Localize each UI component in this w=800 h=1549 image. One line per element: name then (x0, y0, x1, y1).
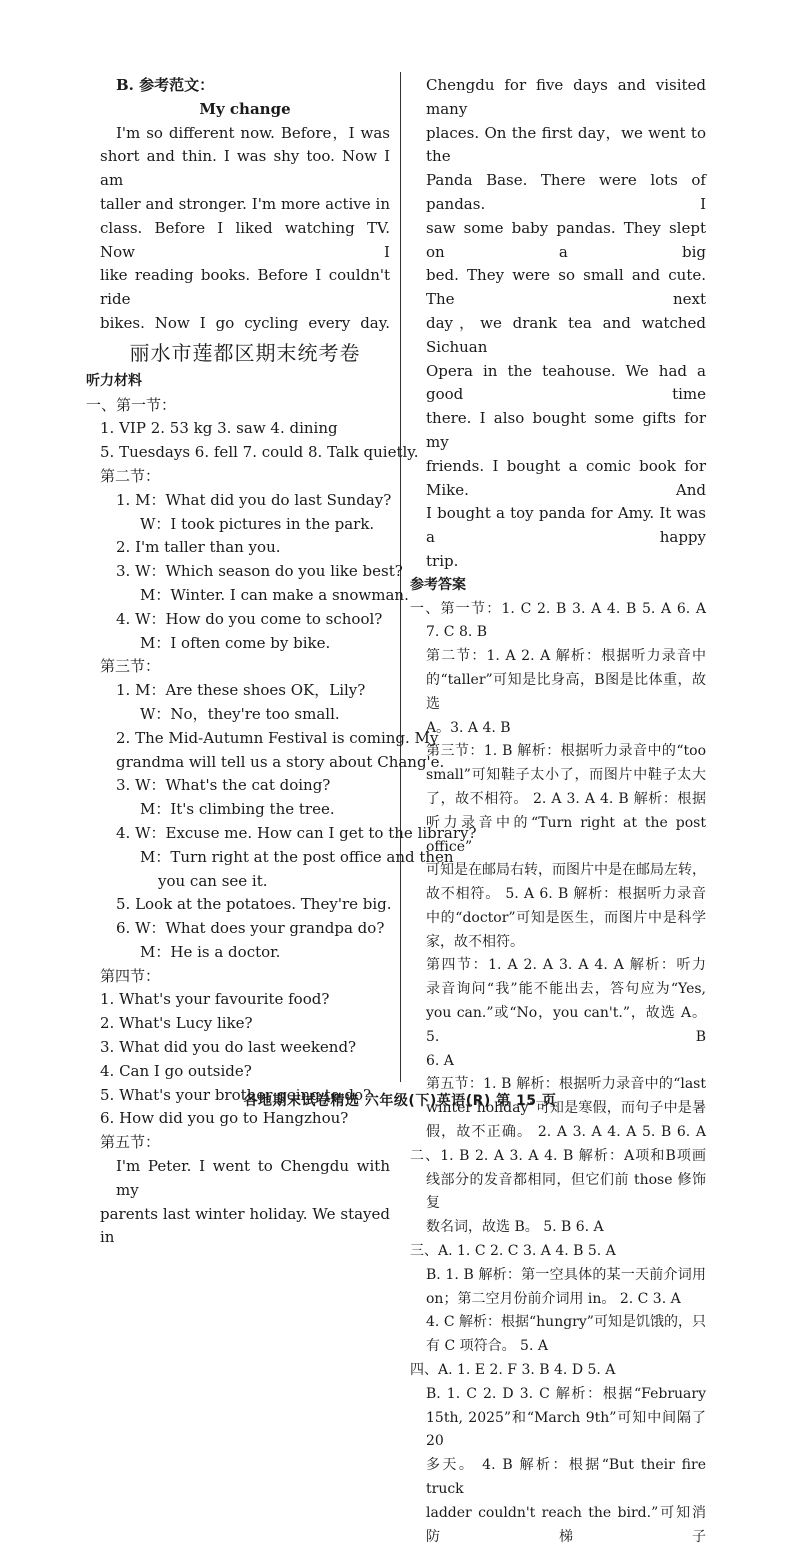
answer-key-line: winter holiday”可知是寒假，而句子中是暑 (426, 1100, 706, 1117)
story-line: Chengdu for five days and visited many (426, 76, 706, 118)
dialogue-line: M：It's climbing the tree. (140, 800, 335, 819)
story-line: I bought a toy panda for Amy. It was a happy (426, 504, 706, 547)
dialogue-line: M：He is a doctor. (140, 942, 281, 961)
answer-key-line: 第四节：1. A 2. A 3. A 4. A 解析：听力 (426, 957, 706, 974)
dialogue-line: 2. I'm taller than you. (116, 538, 281, 557)
answer-key-line: B. 1. B 解析：第一空具体的某一天前介词用 (426, 1266, 706, 1283)
dialogue-line: 3. W：What's the cat doing? (116, 776, 331, 795)
answer-key (410, 598, 706, 1549)
answer-key-line: 家，故不相符。 (426, 933, 524, 950)
answer-key-line: A。3. A 4. B (426, 719, 511, 736)
answer-key-line: 一、第一节：1. C 2. B 3. A 4. B 5. A 6. A (410, 600, 706, 617)
dialogue-line: M：Turn right at the post office and then (140, 847, 454, 866)
answer-key-line: 有 C 项符合。 5. A (426, 1338, 548, 1355)
dialogue-line: W：No，they're too small. (140, 704, 340, 723)
page-footer: 各地期末试卷精选 六年级(下)英语(R) 第 15 页 (243, 1093, 557, 1109)
dialogue-line: M：Winter. I can make a snowman. (140, 585, 409, 604)
dialogue-line: 6. W：What does your grandpa do? (116, 919, 385, 938)
answer-line: 1. VIP 2. 53 kg 3. saw 4. dining (100, 419, 338, 438)
part3-heading: 第三节： (100, 657, 161, 676)
story-last-line: trip. (426, 551, 459, 570)
answer-key-line: 中的“doctor”可知是医生，而图片中是科学 (426, 909, 706, 926)
essay-title: My change (199, 99, 291, 118)
dialogue-line: W：I took pictures in the park. (140, 514, 375, 533)
exam-title: 丽水市莲都区期末统考卷 (129, 340, 361, 365)
story-line: day，we drank tea and watched Sichuan (426, 313, 706, 356)
essay-line: bikes. Now I go cycling every day. (100, 313, 390, 332)
answer-key-line: 4. C 解析：根据“hungry”可知是饥饿的，只 (426, 1314, 706, 1331)
question-line: 5. What's your brother going to do? (100, 1085, 372, 1104)
part2-lines (100, 489, 409, 656)
essay-line: class. Before I liked watching TV. Now I (100, 218, 390, 261)
dialogue-line: 5. Look at the potatoes. They're big. (116, 895, 392, 914)
part5-lines (100, 1155, 390, 1250)
essay-body (100, 122, 390, 336)
answer-key-line: 第三节：1. B 解析：根据听力录音中的“too (426, 743, 706, 760)
answer-key-line: B. 1. C 2. D 3. C 解析：根据“February (426, 1385, 706, 1402)
answer-key-line: 可知是在邮局右转，而图片中是在邮局左转， (426, 862, 706, 879)
answer-key-line: 多天。 4. B 解析：根据“But their fire truck (426, 1457, 706, 1498)
answer-key-line: 7. C 8. B (426, 624, 488, 641)
dialogue-line: 1. M：Are these shoes OK，Lily? (116, 681, 366, 700)
story-continuation (410, 74, 706, 550)
part1-heading: 一、第一节： (86, 395, 177, 414)
essay-line: taller and stronger. I'm more active in (100, 194, 390, 213)
question-line: 6. How did you go to Hangzhou? (100, 1109, 349, 1128)
answer-key-line: 第二节：1. A 2. A 解析：根据听力录音中 (426, 648, 706, 665)
answer-key-line: 二、1. B 2. A 3. A 4. B 解析：A项和B项画 (410, 1147, 706, 1164)
answer-key-line: 线部分的发音都相同，但它们前 those 修饰复 (426, 1171, 706, 1212)
dialogue-line: 3. W：Which season do you like best? (116, 562, 403, 581)
answer-key-line: 假，故不正确。 2. A 3. A 4. A 5. B 6. A (426, 1124, 706, 1141)
part5-heading: 第五节： (100, 1133, 161, 1152)
answer-key-line: ladder couldn't reach the bird.”可知消防梯子 (426, 1504, 706, 1545)
question-line: 2. What's Lucy like? (100, 1014, 253, 1033)
essay-line: like reading books. Before I couldn't ride (100, 266, 390, 309)
dialogue-line: 2. The Mid-Autumn Festival is coming. My (116, 728, 439, 747)
answer-key-line: 录音询问“我”能不能出去，答句应为“Yes, (426, 981, 706, 998)
dialogue-line: 1. M：What did you do last Sunday? (116, 490, 392, 509)
answer-key-line: on；第二空月份前介词用 in。 2. C 3. A (426, 1290, 681, 1307)
part1-lines (100, 417, 419, 465)
answer-key-line: 第五节：1. B 解析：根据听力录音中的“last (426, 1076, 706, 1093)
answer-key-line: 三、A. 1. C 2. C 3. A 4. B 5. A (410, 1243, 616, 1260)
story-line: bed. They were so small and cute. The next (426, 266, 706, 309)
dialogue-line: grandma will tell us a story about Chang'e. (116, 752, 445, 771)
story-line: there. I also bought some gifts for my (426, 409, 706, 451)
dialogue-line: 4. W：How do you come to school? (116, 609, 383, 628)
answer-key-line: 6. A (426, 1052, 454, 1069)
part4-heading: 第四节： (100, 966, 161, 985)
story-line: Panda Base. There were lots of pandas. I (426, 171, 706, 213)
answer-key-line: 听力录音中的“Turn right at the post office” (426, 814, 706, 855)
listening-heading: 听力材料 (86, 372, 142, 389)
model-heading: B. 参考范文： (116, 76, 215, 94)
dialogue-line: you can see it. (158, 871, 268, 890)
question-line: 4. Can I go outside? (100, 1061, 252, 1080)
answer-key-line: 四、A. 1. E 2. F 3. B 4. D 5. A (410, 1362, 616, 1379)
part2-heading: 第二节： (100, 466, 161, 485)
story-line: places. On the first day，we went to the (426, 123, 706, 166)
story-line: Opera in the teahouse. We had a good time (426, 361, 706, 404)
story-line: friends. I bought a comic book for Mike. And (426, 456, 706, 499)
answer-key-line: 了，故不相符。 2. A 3. A 4. B 解析：根据 (426, 790, 706, 807)
answer-key-line: small”可知鞋子太小了，而图片中鞋子太大 (426, 767, 706, 784)
dialogue-line: M：I often come by bike. (140, 633, 331, 652)
dialogue-line: 4. W：Excuse me. How can I get to the library? (116, 823, 477, 842)
answers-heading: 参考答案 (410, 576, 466, 593)
story-line: I'm Peter. I went to Chengdu with my (116, 1157, 390, 1199)
answer-key-line: 数名词，故选 B。 5. B 6. A (426, 1219, 604, 1236)
story-line: saw some baby pandas. They slept on a big (426, 218, 706, 261)
answer-key-line: 故不相符。 5. A 6. B 解析：根据听力录音 (426, 886, 706, 903)
right-column (410, 74, 706, 1549)
answer-key-line: 的“taller”可知是比身高，B图是比体重，故选 (426, 671, 706, 712)
answer-key-line: 15th, 2025”和“March 9th”可知中间隔了 20 (426, 1409, 706, 1450)
answer-key-line: you can.”或“No，you can't.”，故选 A。 5. B (426, 1005, 706, 1045)
essay-line: short and thin. I was shy too. Now I am (100, 147, 390, 190)
answer-line: 5. Tuesdays 6. fell 7. could 8. Talk quietly. (100, 443, 419, 462)
question-line: 3. What did you do last weekend? (100, 1038, 357, 1057)
story-line: parents last winter holiday. We stayed in (100, 1204, 390, 1247)
question-line: 1. What's your favourite food? (100, 990, 330, 1009)
essay-line: I'm so different now. Before，I was (116, 123, 390, 142)
